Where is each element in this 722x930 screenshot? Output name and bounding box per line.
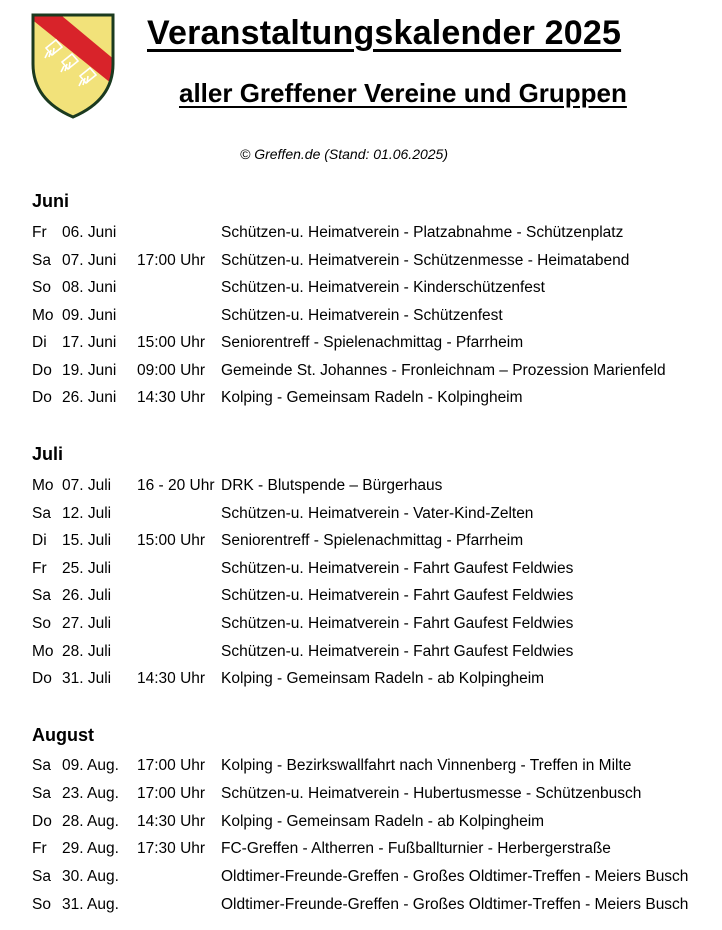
event-description: Kolping - Bezirkswallfahrt nach Vinnenberg - Treffen in Milte [221, 757, 632, 774]
event-date: 31. Juli [62, 670, 112, 688]
event-date: 26. Juni [62, 389, 117, 406]
event-weekday: Mo [32, 306, 54, 324]
event-time: 17:00 Uhr [137, 757, 206, 774]
event-description: Schützen-u. Heimatverein - Fahrt Gaufest Feldwies [221, 559, 574, 577]
event-weekday: Fr [32, 559, 47, 577]
event-time: 09:00 Uhr [137, 361, 206, 379]
event-date: 23. Aug. [62, 784, 119, 802]
event-description: Schützen-u. Heimatverein - Schützenfest [221, 306, 503, 324]
event-weekday: Sa [32, 504, 51, 522]
event-time: 17:00 Uhr [137, 251, 206, 269]
event-weekday: So [32, 615, 51, 632]
event-date: 12. Juli [62, 504, 112, 522]
event-description: Kolping - Gemeinsam Radeln - ab Kolpingheim [221, 812, 545, 830]
event-weekday: Do [32, 389, 52, 406]
event-date: 15. Juli [62, 532, 112, 550]
event-date: 06. Juni [62, 224, 117, 241]
event-date: 31. Aug. [62, 896, 119, 913]
page-subtitle: aller Greffener Vereine und Gruppen [179, 78, 627, 108]
event-date: 09. Juni [62, 306, 117, 324]
event-date: 25. Juli [62, 559, 112, 577]
event-weekday: Fr [32, 840, 47, 858]
event-weekday: Do [32, 812, 52, 830]
event-time: 16 - 20 Uhr [137, 477, 215, 494]
month-heading: August [32, 725, 94, 745]
page-title: Veranstaltungskalender 2025 [147, 14, 622, 52]
event-weekday: Sa [32, 784, 51, 802]
event-date: 08. Juni [62, 279, 117, 296]
event-weekday: Mo [32, 642, 54, 660]
event-weekday: So [32, 279, 51, 296]
event-date: 19. Juni [62, 361, 117, 379]
event-time: 17:30 Uhr [137, 840, 206, 858]
month-heading: Juli [32, 444, 64, 464]
event-date: 09. Aug. [62, 757, 119, 774]
event-weekday: Fr [32, 224, 47, 241]
event-time: 15:00 Uhr [137, 532, 206, 550]
copyright-note: © Greffen.de (Stand: 01.06.2025) [240, 146, 449, 162]
month-heading: Juni [32, 191, 70, 211]
event-description: DRK - Blutspende – Bürgerhaus [221, 477, 443, 494]
event-weekday: Sa [32, 757, 51, 774]
event-weekday: Sa [32, 251, 51, 269]
event-weekday: Mo [32, 477, 54, 494]
event-date: 29. Aug. [62, 840, 119, 858]
event-description: Seniorentreff - Spielenachmittag - Pfarrheim [221, 532, 524, 550]
event-date: 27. Juli [62, 615, 112, 632]
event-description: Gemeinde St. Johannes - Fronleichnam – Prozession Marienfeld [221, 361, 666, 379]
event-description: Kolping - Gemeinsam Radeln - ab Kolpingheim [221, 670, 545, 688]
event-description: Schützen-u. Heimatverein - Schützenmesse - Heimatabend [221, 251, 630, 269]
event-date: 26. Juli [62, 587, 112, 605]
event-date: 30. Aug. [62, 868, 119, 886]
event-time: 17:00 Uhr [137, 784, 206, 802]
event-weekday: Di [32, 532, 47, 550]
event-weekday: Sa [32, 587, 51, 605]
event-time: 14:30 Uhr [137, 670, 206, 688]
event-date: 28. Aug. [62, 812, 119, 830]
event-weekday: Sa [32, 868, 51, 886]
event-weekday: Do [32, 670, 52, 688]
event-description: Schützen-u. Heimatverein - Fahrt Gaufest Feldwies [221, 642, 574, 660]
event-time: 15:00 Uhr [137, 334, 206, 351]
event-description: Schützen-u. Heimatverein - Fahrt Gaufest Feldwies [221, 587, 574, 605]
event-description: FC-Greffen - Altherren - Fußballturnier - Herbergerstraße [221, 840, 611, 858]
event-description: Oldtimer-Freunde-Greffen - Großes Oldtimer-Treffen - Meiers Busch [221, 868, 689, 886]
event-date: 07. Juli [62, 477, 112, 494]
event-weekday: Di [32, 334, 47, 351]
event-description: Schützen-u. Heimatverein - Hubertusmesse - Schützenbusch [221, 784, 642, 802]
event-description: Kolping - Gemeinsam Radeln - Kolpingheim [221, 389, 523, 406]
coat-of-arms-icon [30, 12, 116, 120]
event-description: Oldtimer-Freunde-Greffen - Großes Oldtimer-Treffen - Meiers Busch [221, 896, 689, 913]
event-description: Schützen-u. Heimatverein - Fahrt Gaufest Feldwies [221, 615, 574, 632]
event-time: 14:30 Uhr [137, 812, 206, 830]
event-description: Schützen-u. Heimatverein - Vater-Kind-Zelten [221, 504, 534, 522]
event-time: 14:30 Uhr [137, 389, 206, 406]
event-weekday: So [32, 896, 51, 913]
event-description: Schützen-u. Heimatverein - Kinderschützenfest [221, 279, 545, 296]
event-date: 28. Juli [62, 642, 112, 660]
event-description: Schützen-u. Heimatverein - Platzabnahme - Schützenplatz [221, 224, 624, 241]
event-date: 07. Juni [62, 251, 117, 269]
event-description: Seniorentreff - Spielenachmittag - Pfarrheim [221, 334, 524, 351]
event-weekday: Do [32, 361, 52, 379]
event-date: 17. Juni [62, 334, 117, 351]
